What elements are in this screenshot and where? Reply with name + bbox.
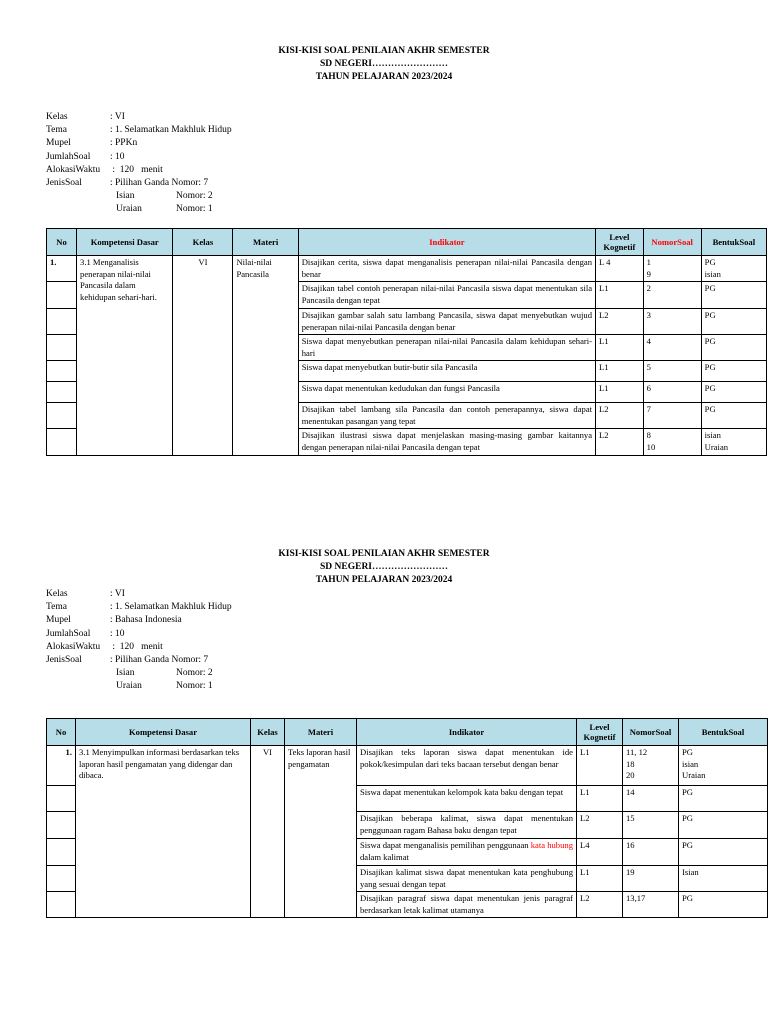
bentuk-soal-cell: PG (679, 839, 768, 866)
nomor-soal-value: 1 (646, 257, 651, 267)
info-value: : Bahasa Indonesia (110, 615, 182, 626)
nomor-soal-value: 9 (646, 268, 651, 279)
row-number (47, 335, 77, 361)
row-number (47, 839, 76, 866)
nomor-soal-value: 18 (626, 758, 635, 769)
indikator-cell: Disajikan kalimat siswa dapat menentukan kata penghubung yang sesuai dengan tepat (357, 866, 577, 892)
indikator-cell: Siswa dapat menentukan kedudukan dan fungsi Pancasila (298, 382, 595, 403)
bentuk-soal-cell: PG (701, 361, 766, 382)
level-cell: L1 (596, 361, 644, 382)
indikator-cell: Disajikan beberapa kalimat, siswa dapat menentukan penggunaan ragam Bahasa baku dengan tepat (357, 812, 577, 839)
indikator-cell: Siswa dapat menyebutkan butir-butir sila Pancasila (298, 361, 595, 382)
level-cell: L1 (577, 786, 623, 812)
level-cell: L1 (596, 282, 644, 309)
header-no: No (47, 719, 76, 746)
nomor-soal-cell: 14 (623, 786, 679, 812)
kelas-cell: VI (251, 746, 285, 918)
level-cell: L 4 (596, 256, 644, 282)
bentuk-soal-value: Uraian (682, 770, 706, 780)
level-cell: L1 (596, 382, 644, 403)
row-number (47, 403, 77, 429)
info-label: Isian (116, 668, 135, 679)
doc-title: KISI-KISI SOAL PENILAIAN AKHR SEMESTER (278, 549, 490, 559)
row-number: 1. (47, 256, 77, 282)
indikator-cell: Disajikan gambar salah satu lambang Pancasila, siswa dapat menyebutkan wujud penerapan nilai-nilai Pancasila dengan benar (298, 309, 595, 335)
nomor-soal-cell: 16 (623, 839, 679, 866)
indikator-cell: Disajikan paragraf siswa dapat menentukan jenis paragraf berdasarkan letak kalimat utamanya (357, 892, 577, 918)
level-cell: L2 (596, 403, 644, 429)
level-cell: L2 (596, 429, 644, 456)
bentuk-soal-value: Uraian (704, 441, 729, 452)
nomor-soal-cell: 13,17 (623, 892, 679, 918)
row-number (47, 282, 77, 309)
indikator-cell (357, 839, 577, 866)
info-value: : VI (110, 112, 125, 122)
indikator-cell: Siswa dapat menentukan kelompok kata baku dengan tepat (357, 786, 577, 812)
nomor-soal-value: 8 (646, 430, 651, 440)
info-value: : Pilihan Ganda Nomor: 7 (110, 177, 209, 188)
bentuk-soal-cell: PG (679, 786, 768, 812)
info-value: Nomor: 2 (176, 191, 213, 202)
header-kompetensi-dasar: Kompetensi Dasar (76, 719, 251, 746)
row-number: 1. (47, 746, 76, 786)
indikator-text: Siswa dapat menganalisis pemilihan penggunaan (360, 840, 531, 850)
indikator-text: dalam kalimat (360, 851, 409, 862)
indikator-cell: Disajikan cerita, siswa dapat menganalisis penerapan nilai-nilai Pancasila dengan benar (298, 256, 595, 282)
info-value: : 10 (110, 151, 125, 162)
indikator-cell: Disajikan tabel lambang sila Pancasila dan contoh penerapannya, siswa dapat menentukan pasangan yang tepat (298, 403, 595, 429)
nomor-soal-cell: 2 (643, 282, 701, 309)
info-label: Uraian (116, 204, 142, 215)
header-nomor-soal: NomorSoal (643, 229, 701, 256)
kisi-document-bahasa-indonesia (0, 548, 768, 915)
info-value: : 120 menit (110, 164, 163, 175)
row-number (47, 382, 77, 403)
nomor-soal-cell: 19 (623, 866, 679, 892)
info-value: Nomor: 1 (176, 204, 213, 215)
header-kelas: Kelas (173, 229, 233, 256)
header-level-kognetif: Level Kognetif (577, 719, 623, 746)
kisi-document-ppkn (0, 45, 768, 452)
table-header-row (47, 229, 767, 256)
materi-cell: Nilai-nilai Pancasila (233, 256, 298, 456)
header-indikator: Indikator (298, 229, 595, 256)
nomor-soal-cell: 4 (643, 335, 701, 361)
bentuk-soal-cell (701, 429, 766, 456)
kompetensi-dasar-text: 3.1 Menganalisis penerapan nilai-nilai Pancasila dalam kehidupan sehari-hari. (80, 257, 157, 302)
bentuk-soal-cell: PG (701, 382, 766, 403)
doc-title: KISI-KISI SOAL PENILAIAN AKHR SEMESTER (278, 46, 490, 56)
info-label: AlokasiWaktu (46, 164, 101, 175)
header-bentuk-soal: BentukSoal (679, 719, 768, 746)
info-value: : 1. Selamatkan Makhluk Hidup (110, 125, 232, 136)
info-value: : PPKn (110, 138, 138, 149)
info-label: AlokasiWaktu (46, 641, 101, 652)
kisi-table (46, 228, 767, 456)
info-label: Kelas (46, 112, 68, 122)
info-label: JenisSoal (46, 177, 82, 188)
header-indikator: Indikator (357, 719, 577, 746)
nomor-soal-cell (643, 256, 701, 282)
bentuk-soal-cell: PG (701, 335, 766, 361)
header-kompetensi-dasar: Kompetensi Dasar (77, 229, 173, 256)
row-number (47, 866, 76, 892)
nomor-soal-cell (623, 746, 679, 786)
row-number (47, 309, 77, 335)
bentuk-soal-value: PG (704, 257, 716, 267)
kelas-cell: VI (173, 256, 233, 456)
header-bentuk-soal: BentukSoal (701, 229, 766, 256)
kisi-table (46, 718, 768, 918)
header-no: No (47, 229, 77, 256)
table-header-row (47, 719, 768, 746)
info-value: Nomor: 2 (176, 668, 213, 679)
document-info (46, 111, 232, 217)
header-kelas: Kelas (251, 719, 285, 746)
level-cell: L4 (577, 839, 623, 866)
table-row (47, 746, 768, 786)
info-label: Isian (116, 191, 135, 202)
info-label: Mupel (46, 615, 71, 626)
indikator-cell: Disajikan tabel contoh penerapan nilai-nilai Pancasila siswa dapat menentukan sila Pancasila dengan tepat (298, 282, 595, 309)
level-cell: L1 (577, 866, 623, 892)
nomor-soal-cell: 3 (643, 309, 701, 335)
header-materi: Materi (285, 719, 357, 746)
info-label: Kelas (46, 589, 68, 599)
nomor-soal-cell: 15 (623, 812, 679, 839)
bentuk-soal-value: PG (682, 747, 693, 757)
info-value: : 1. Selamatkan Makhluk Hidup (110, 602, 232, 613)
materi-cell: Teks laporan hasil pengamatan (285, 746, 357, 918)
academic-year: TAHUN PELAJARAN 2023/2024 (315, 72, 453, 82)
indikator-cell: Siswa dapat menyebutkan penerapan nilai-nilai Pancasila dalam kehidupan sehari-hari (298, 335, 595, 361)
header-materi: Materi (233, 229, 298, 256)
bentuk-soal-value: isian (704, 268, 721, 279)
info-label: JenisSoal (46, 654, 82, 665)
bentuk-soal-cell: PG (679, 892, 768, 918)
bentuk-soal-cell: PG (701, 282, 766, 309)
row-number (47, 892, 76, 918)
level-cell: L1 (596, 335, 644, 361)
level-cell: L2 (596, 309, 644, 335)
row-number (47, 361, 77, 382)
bentuk-soal-value: isian (704, 430, 721, 440)
bentuk-soal-cell: PG (679, 812, 768, 839)
info-label: Mupel (46, 138, 71, 149)
nomor-soal-cell: 6 (643, 382, 701, 403)
info-label: Uraian (116, 681, 142, 692)
bentuk-soal-cell: PG (701, 309, 766, 335)
school-name: SD NEGERI…………………… (320, 562, 448, 572)
level-cell: L2 (577, 812, 623, 839)
nomor-soal-cell: 7 (643, 403, 701, 429)
bentuk-soal-value: isian (682, 758, 699, 769)
level-cell: L2 (577, 892, 623, 918)
header-nomor-soal: NomorSoal (623, 719, 679, 746)
bentuk-soal-cell (679, 746, 768, 786)
table-row (47, 256, 767, 282)
nomor-soal-value: 11, 12 (626, 747, 648, 757)
info-value: : VI (110, 589, 125, 599)
academic-year: TAHUN PELAJARAN 2023/2024 (315, 575, 453, 585)
kompetensi-dasar-cell (77, 256, 173, 456)
info-value: : 10 (110, 628, 125, 639)
row-number (47, 812, 76, 839)
bentuk-soal-cell (701, 256, 766, 282)
indikator-cell: Disajikan ilustrasi siswa dapat menjelaskan masing-masing gambar kaitannya dengan penerapan nilai-nilai Pancasila dengan tepat (298, 429, 595, 456)
info-label: Tema (46, 125, 67, 136)
info-label: JumlahSoal (46, 628, 91, 639)
header-level-kognetif: Level Kognetif (596, 229, 644, 256)
document-info (46, 588, 232, 694)
bentuk-soal-cell: Isian (679, 866, 768, 892)
info-value: Nomor: 1 (176, 681, 213, 692)
row-number (47, 429, 77, 456)
nomor-soal-value: 10 (646, 441, 656, 452)
indikator-cell: Disajikan teks laporan siswa dapat menentukan ide pokok/kesimpulan dari teks bacaan tersebut dengan benar (357, 746, 577, 786)
school-name: SD NEGERI…………………… (320, 59, 448, 69)
info-value: : Pilihan Ganda Nomor: 7 (110, 654, 209, 665)
info-value: : 120 menit (110, 641, 163, 652)
nomor-soal-cell: 5 (643, 361, 701, 382)
info-label: JumlahSoal (46, 151, 91, 162)
highlighted-term: kata hubung (530, 840, 573, 850)
info-label: Tema (46, 602, 67, 613)
nomor-soal-value: 20 (626, 770, 635, 780)
kompetensi-dasar-text: 3.1 Menyimpulkan informasi berdasarkan teks laporan hasil pengamatan yang didengar dan dibaca. (79, 747, 240, 780)
row-number (47, 786, 76, 812)
nomor-soal-cell (643, 429, 701, 456)
kompetensi-dasar-cell (76, 746, 251, 918)
level-cell: L1 (577, 746, 623, 786)
bentuk-soal-cell: PG (701, 403, 766, 429)
